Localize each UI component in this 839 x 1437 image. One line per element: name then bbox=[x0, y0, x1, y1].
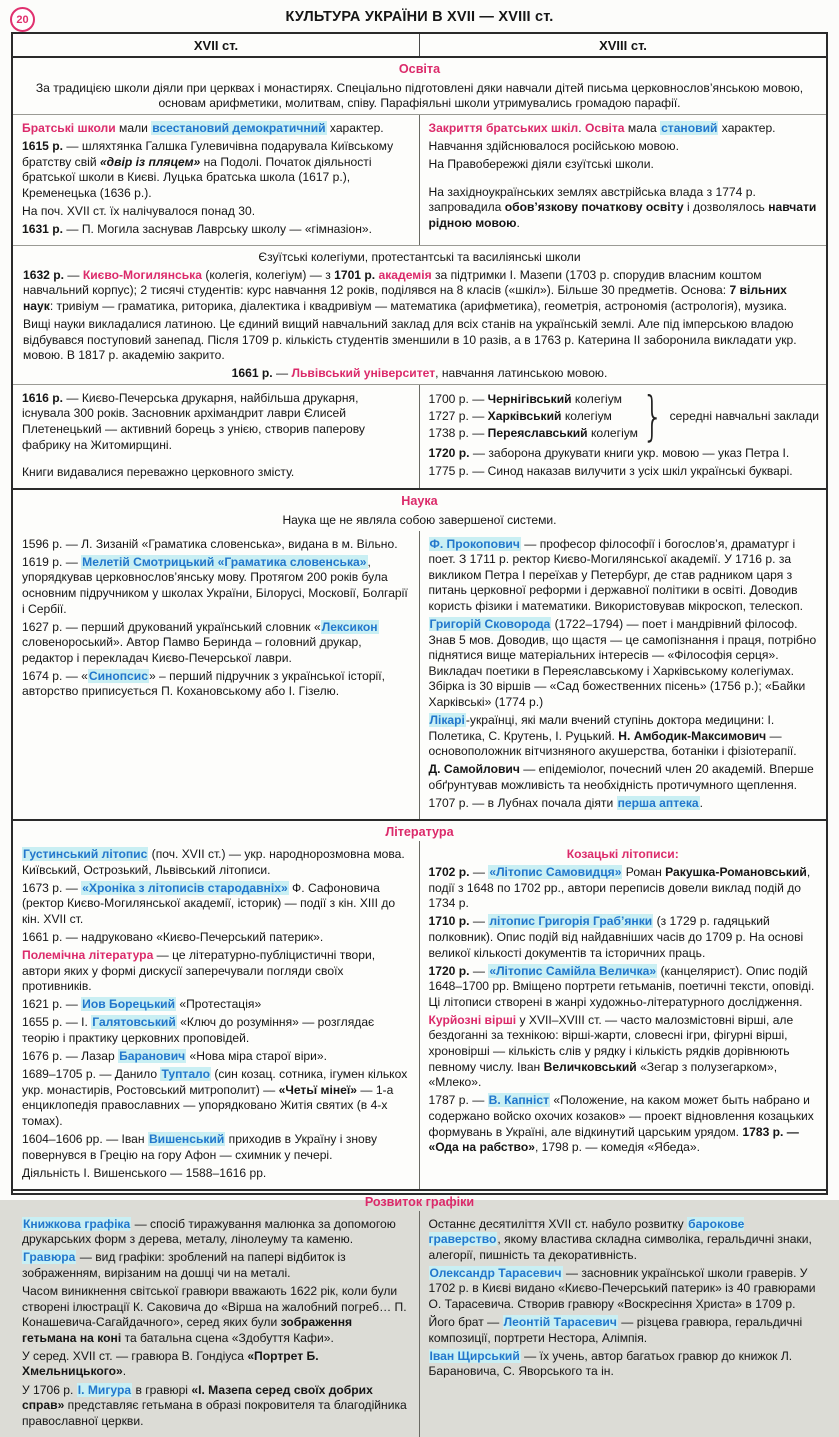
text-segment-p: «Протестація» bbox=[176, 997, 262, 1012]
text-segment-p: «Ключ до розуміння» — розглядає теорію і практику церковних проповідей. bbox=[22, 1015, 375, 1045]
text-segment-bl: «Хроніка з літописів стародавніх» bbox=[82, 880, 288, 895]
text-segment-bl: Вишенський bbox=[148, 1132, 225, 1147]
paragraph bbox=[23, 317, 816, 364]
text-segment-p: , 1798 р. — комедія «Ябеда». bbox=[534, 1140, 700, 1155]
text-segment-b: Чернігівський bbox=[487, 391, 572, 406]
text-segment-p: На Правобережжі діяли єзуїтські школи. bbox=[428, 157, 654, 172]
text-segment-p: Останнє десятиліття XVII ст. набуло розвитку bbox=[428, 1216, 688, 1231]
text-segment-bl: Мелетій Смотрицький «Граматика словенська» bbox=[82, 554, 367, 569]
text-segment-b: 1631 р. bbox=[22, 221, 64, 236]
page-title: КУЛЬТУРА УКРАЇНИ В XVII — XVIII ст. bbox=[285, 9, 554, 25]
section-header: Розвиток графіки bbox=[364, 1194, 475, 1209]
text-segment-p: представляє гетьмана в образі покровителя та благодійника православної церкви. bbox=[22, 1398, 407, 1428]
text-segment-p: 1673 р. — bbox=[22, 880, 82, 895]
paragraph bbox=[429, 762, 818, 793]
text-segment-p: словенороський». Автор Памво Беринда – головний друкар, редактор і перекладач Києво-Печерської лаври. bbox=[22, 635, 362, 665]
text-segment-bl: Лікарі bbox=[429, 713, 465, 728]
text-segment-b: 1701 р. bbox=[334, 267, 376, 282]
text-segment-p: На західноукраїнських землях австрійська влада з 1774 р. запровадила bbox=[428, 184, 756, 215]
text-segment-b: Н. Амбодик-Максимович bbox=[618, 728, 767, 743]
paragraph bbox=[22, 669, 410, 700]
text-segment-bl: Григорій Сковорода bbox=[429, 617, 551, 632]
paragraph bbox=[22, 537, 410, 553]
text-segment-p: приходив в Україну і знову повернувся в Грецію на гору Афон — схимник у печері. bbox=[22, 1132, 377, 1162]
text-segment-bl: Баранович bbox=[119, 1049, 186, 1064]
text-segment-p: колегіум bbox=[561, 408, 612, 423]
paragraph bbox=[429, 1315, 818, 1346]
text-segment-p: Роман bbox=[622, 865, 666, 880]
text-segment-b: Переяславський bbox=[487, 426, 588, 441]
text-segment-bl: Туптало bbox=[161, 1067, 210, 1082]
text-segment-p: 1674 р. — « bbox=[22, 668, 88, 683]
column-xviii bbox=[420, 115, 827, 245]
full-width-block bbox=[13, 513, 826, 529]
text-segment-bl: всестановий демократичний bbox=[152, 120, 326, 135]
paragraph bbox=[22, 847, 410, 878]
text-segment-p: 1619 р. — bbox=[22, 554, 82, 569]
paragraph bbox=[23, 366, 816, 382]
text-segment-bl: Ф. Прокопович bbox=[429, 536, 520, 551]
text-segment-bl: «Літопис Самійла Величка» bbox=[489, 963, 657, 978]
content-table bbox=[11, 32, 828, 1428]
table-header-row bbox=[13, 34, 826, 58]
text-segment-b: «Четьї мінеї» bbox=[278, 1082, 358, 1097]
text-segment-bl: «Літопис Самовидця» bbox=[489, 865, 622, 880]
text-segment-p: (канцелярист). Опис подій 1648–1700 рр. Вміщено портрети гетьманів, поетичні тексти, оповіді. Ці літописи створені в жанрі художньо-літературного дослідження. bbox=[428, 963, 815, 1009]
text-segment-bl: Іван Щирський bbox=[429, 1348, 520, 1363]
paragraph bbox=[22, 930, 410, 946]
paragraph bbox=[22, 391, 410, 453]
paragraph bbox=[429, 1093, 818, 1155]
text-segment-p: 1604–1606 рр. — Іван bbox=[22, 1132, 148, 1147]
brace-icon: } bbox=[641, 385, 664, 448]
text-segment-p: — bbox=[469, 865, 489, 880]
text-segment-p: Вищі науки викладалися латиною. Це єдиний вищий навчальний заклад для всіх станів на українській землі. Але під імперською владою відбувався поступовий занепад. Після 1709 р. кількість студентів зменшили в 10 разів, а в 1763 р. Катерина II заборонила викладати укр. мовою. В 1817 р. академію закрито. bbox=[23, 316, 797, 363]
full-width-block bbox=[13, 245, 826, 382]
text-segment-p: характер. bbox=[326, 120, 384, 135]
text-segment-p: Наука ще не являла собою завершеної системи. bbox=[282, 513, 557, 528]
two-column-block bbox=[13, 841, 826, 1188]
text-segment-p: і дозволялось bbox=[683, 200, 769, 215]
text-segment-p: — Києво-Печерська друкарня, найбільша друкарня, існувала 300 років. Засновник архімандрит лаври Єлисей Плетенецький — активний борець з унією, створив паперову фабрику на Житомирщині. bbox=[22, 390, 365, 452]
text-segment-b: 1783 р. — «Ода на рабство» bbox=[428, 1124, 799, 1155]
text-segment-p: — П. Могила заснував Лаврську школу — «гімназіон». bbox=[63, 221, 372, 236]
column-header-xvii: XVII ст. bbox=[13, 34, 420, 56]
text-segment-p: . bbox=[516, 215, 520, 230]
section-header: Література bbox=[385, 825, 454, 840]
list-item bbox=[429, 409, 638, 425]
column-header-xviii: XVIII ст. bbox=[599, 38, 647, 53]
text-segment-p: 1775 р. — Синод наказав вилучити з усіх шкіл українські букварі. bbox=[428, 463, 793, 478]
text-segment-p: та батальна сцена «Здобуття Кафи». bbox=[121, 1330, 334, 1345]
paragraph bbox=[22, 555, 410, 617]
text-segment-p: мала bbox=[624, 120, 661, 135]
text-segment-p: — вид графіки: зроблений на папері відбиток із зображенням, вирізаним на дошці чи на металі. bbox=[22, 1250, 346, 1280]
text-segment-b: «Портрет Б. Хмельницького» bbox=[22, 1348, 319, 1379]
paragraph bbox=[22, 222, 410, 238]
text-segment-bl: Гравюра bbox=[23, 1250, 76, 1265]
text-segment-b: Д. Самойлович bbox=[428, 762, 520, 777]
paragraph bbox=[429, 865, 818, 912]
text-segment-bl: Олександр Тарасевич bbox=[429, 1265, 562, 1280]
text-segment-p: — різцева гравюра, геральдичні композиції, портрети Нестора, Алімпія. bbox=[428, 1315, 803, 1345]
paragraph bbox=[22, 1132, 410, 1163]
section-osvita bbox=[13, 58, 826, 488]
text-segment-b: 1615 р. bbox=[22, 139, 64, 154]
text-segment-p: колегіум bbox=[587, 426, 638, 441]
section-literatura bbox=[13, 819, 826, 1189]
text-segment-p: . bbox=[699, 796, 703, 811]
text-segment-p: — заборона друкувати книги укр. мовою — указ Петра I. bbox=[469, 445, 790, 460]
text-segment-pk: Києво-Могилянська bbox=[82, 267, 202, 282]
text-segment-p: — їх учень, автор багатьох гравюр до книжок Л. Барановича, С. Яворського та ін. bbox=[428, 1348, 793, 1379]
paragraph bbox=[22, 139, 410, 201]
text-segment-b: Ракушка-Романовський bbox=[665, 865, 807, 880]
paragraph bbox=[429, 796, 818, 812]
text-segment-pk: Закриття братських шкіл bbox=[428, 120, 579, 135]
text-segment-p: 1738 р. — bbox=[428, 426, 488, 441]
text-segment-b: 1661 р. bbox=[231, 366, 273, 381]
text-segment-p: 1689–1705 р. — Данило bbox=[22, 1067, 161, 1082]
two-column-block bbox=[13, 384, 826, 488]
text-segment-p: — це літературно-публіцистичні твори, автори яких у формі дискусії заперечували погляди своїх противників. bbox=[22, 948, 376, 994]
text-segment-p: — bbox=[272, 366, 292, 381]
column-xvii bbox=[13, 841, 420, 1188]
text-segment-p: , якому властива складна символіка, геральдичні знаки, алегорії, пишність та декоративність. bbox=[428, 1232, 812, 1262]
text-segment-p: за підтримки І. Мазепи (1703 р. спорудив власним коштом навчальний корпус); 2 тисячі студентів: курс навчання 12 років, поділявся на 8 класів («шкіл»). Більше 30 предметів. Основа: bbox=[23, 267, 762, 298]
text-segment-p: Ф. Сафоновича (ректор Києво-Могилянської академії, історик) — події з кін. XIII до кін. XVII ст. bbox=[22, 880, 396, 926]
text-segment-p: 1700 р. — bbox=[428, 391, 488, 406]
text-segment-b: 1710 р. bbox=[428, 914, 470, 929]
text-segment-bl: Галятовський bbox=[92, 1015, 176, 1030]
paragraph bbox=[23, 250, 816, 266]
text-segment-p: , події з 1648 по 1702 рр., автори переписів довели виклад подій до 1734 р. bbox=[428, 865, 811, 911]
text-segment-p: — шляхтянка Галшка Гулевичівна подарувала Київському братству свій bbox=[22, 139, 394, 169]
table-body bbox=[13, 58, 826, 1437]
paragraph bbox=[22, 881, 410, 928]
text-segment-p: Його брат — bbox=[428, 1315, 503, 1330]
paragraph bbox=[22, 620, 410, 667]
text-segment-p: -українці, які мали вчений ступінь доктора медицини: І. Полетика, С. Крутень, І. Руцький. bbox=[428, 713, 775, 743]
text-segment-bl: барокове граверство bbox=[428, 1216, 745, 1247]
text-segment-p: 1621 р. — bbox=[22, 997, 82, 1012]
text-segment-p: 1787 р. — bbox=[428, 1093, 488, 1108]
paragraph bbox=[429, 1217, 818, 1264]
text-segment-b: 1616 р. bbox=[22, 390, 64, 405]
paragraph bbox=[23, 513, 816, 529]
two-column-block bbox=[13, 531, 826, 819]
text-segment-p: За традицією школи діяли при церквах і монастирях. Спеціально підготовлені дяки навчали дітей письма церковнослов’янською мовою, основам арифметики, молитвам, співу. Парафіяльні школи утримувались громадою парафії. bbox=[35, 80, 804, 111]
text-segment-b: Харківський bbox=[487, 408, 562, 423]
paragraph bbox=[22, 204, 410, 220]
text-segment-pk: Козацькі літописи: bbox=[566, 846, 679, 861]
list-item bbox=[429, 392, 638, 408]
text-segment-b: «І. Мазепа серед своїх добрих справ» bbox=[22, 1382, 373, 1413]
text-segment-p: — епідеміолог, почесний член 20 академій. Вперше обґрунтував можливість та необхідність протичумного щеплення. bbox=[428, 762, 814, 793]
paragraph bbox=[429, 121, 818, 137]
paragraph bbox=[22, 1015, 410, 1046]
section-hrafika bbox=[13, 1189, 826, 1437]
text-segment-p: — bbox=[469, 963, 489, 978]
text-segment-p: в гравюрі bbox=[132, 1382, 192, 1397]
text-segment-p: колегіум bbox=[571, 391, 622, 406]
paragraph bbox=[22, 948, 410, 995]
text-segment-bl: Лексикон bbox=[321, 619, 378, 634]
brace-items bbox=[429, 390, 638, 443]
brace-label: середні навчальні заклади bbox=[669, 408, 820, 423]
paragraph bbox=[429, 964, 818, 1011]
text-segment-p: — спосіб тиражування малюнка за допомогою друкарських форм з дерева, металу, лінолеуму та каменю. bbox=[22, 1216, 396, 1247]
text-segment-bl: Иов Борецький bbox=[82, 997, 176, 1012]
text-segment-b: обов’язкову початкову освіту bbox=[504, 200, 684, 215]
text-segment-p: 1661 р. — надруковано «Києво-Печерський патерик». bbox=[22, 929, 324, 944]
text-segment-b: 1702 р. bbox=[428, 865, 470, 880]
paragraph bbox=[429, 464, 818, 480]
text-segment-p: «Зегар з полузегарком», «Млеко». bbox=[428, 1059, 778, 1090]
column-xviii bbox=[420, 531, 827, 819]
paragraph bbox=[22, 1049, 410, 1065]
paragraph bbox=[22, 1349, 410, 1380]
text-segment-p: . bbox=[122, 1364, 127, 1379]
section-header: Наука bbox=[401, 494, 438, 509]
text-segment-p: (син козац. сотника, ігумен кількох укр. монастирів, Ростовський митрополит) — bbox=[22, 1067, 408, 1097]
text-segment-bl: Книжкова графіка bbox=[23, 1216, 131, 1231]
text-segment-p: Часом виникнення світської гравюри вважають 1622 рік, коли були створені ілюстрації К. Саковича до «Вірша на жалобний погреб… П. Конашевича-Сагайдачного», серед яких були bbox=[22, 1283, 407, 1330]
text-segment-p: «Нова міра старої віри». bbox=[186, 1049, 327, 1064]
text-segment-p: — професор філософії і богослов’я, драматург і поет. З 1711 р. ректор Києво-Могилянської академії. У 1716 р. за викликом Петра I переїхав у Петербург, де став радником царя з питань церковної реформи і державної політики в освіті. Доводив користь фізики і математики. Використовував мікроскоп, телескоп. bbox=[428, 536, 803, 613]
text-segment-p: У серед. XVII ст. — гравюра В. Гондіуса bbox=[22, 1348, 248, 1363]
paragraph bbox=[22, 1067, 410, 1129]
section-header: Освіта bbox=[398, 62, 441, 76]
text-segment-pk: Львівський університет bbox=[291, 366, 436, 381]
text-segment-p: — засновник української школи граверів. У 1702 р. в Києві видано «Києво-Печерський патерик» із 40 гравюрами О. Тарасевича. Створив гравюру «Воскресіння Христа» в 1709 р. bbox=[428, 1265, 816, 1312]
text-segment-pk: Братські школи bbox=[22, 120, 116, 135]
text-segment-p: Навчання здійснювалося російською мовою. bbox=[428, 139, 679, 154]
text-segment-p: . bbox=[578, 120, 585, 135]
text-segment-p: На поч. XVII ст. їх налічувалося понад 30. bbox=[22, 203, 256, 218]
column-xvii bbox=[13, 385, 420, 488]
text-segment-b: зображення гетьмана на коні bbox=[22, 1315, 353, 1345]
text-segment-bl: Леонтій Тарасевич bbox=[503, 1315, 617, 1330]
brace-group bbox=[428, 385, 820, 448]
text-segment-p: 1707 р. — в Лубнах почала діяти bbox=[428, 796, 617, 811]
text-segment-bl: Синопсис bbox=[88, 668, 148, 683]
text-segment-bl: В. Капніст bbox=[488, 1093, 549, 1108]
text-segment-p: 1627 р. — перший друкований український словник « bbox=[22, 619, 321, 634]
paragraph bbox=[429, 446, 818, 462]
paragraph bbox=[22, 1166, 410, 1182]
paragraph bbox=[429, 914, 818, 961]
text-segment-p: 1596 р. — Л. Зизаній «Граматика словенська», видана в м. Вільно. bbox=[22, 536, 398, 551]
text-segment-p: » – перший підручник з української історії, авторство приписується П. Кохановському або І. Гізелю. bbox=[22, 668, 385, 699]
text-segment-b: 1720 р. bbox=[428, 963, 470, 978]
paragraph bbox=[429, 157, 818, 173]
paragraph bbox=[429, 537, 818, 615]
paragraph bbox=[22, 1284, 410, 1346]
paragraph bbox=[22, 121, 410, 137]
page-number-badge: 20 bbox=[10, 7, 35, 32]
column-xvii bbox=[13, 115, 420, 245]
text-segment-bi: «двір із пляцем» bbox=[99, 154, 201, 169]
column-xviii bbox=[420, 841, 827, 1188]
paragraph bbox=[429, 847, 818, 863]
text-segment-pk: академія bbox=[378, 267, 432, 282]
text-segment-bl: становий bbox=[661, 120, 718, 135]
paragraph bbox=[429, 713, 818, 760]
text-segment-bl: І. Мигура bbox=[77, 1382, 132, 1397]
column-xvii bbox=[13, 1211, 420, 1437]
text-segment-bl: перша аптека bbox=[617, 796, 699, 811]
text-segment-bl: літопис Григорія Граб’янки bbox=[489, 914, 653, 929]
paragraph bbox=[22, 1250, 410, 1281]
text-segment-bl: Густинський літопис bbox=[23, 846, 148, 861]
text-segment-p: на Подолі. Початок діяльності братської школи в Києві. Луцька братська школа (1617 р.), Кременецька (1636 р.). bbox=[22, 154, 372, 200]
list-item bbox=[429, 426, 638, 442]
text-segment-b: 1720 р. bbox=[428, 445, 470, 460]
text-segment-b: 1632 р. bbox=[23, 267, 65, 282]
text-segment-b: 7 вільних наук bbox=[23, 283, 787, 313]
paragraph bbox=[429, 1013, 818, 1091]
full-width-block bbox=[13, 81, 826, 112]
paragraph bbox=[22, 1217, 410, 1248]
text-segment-p: (з 1729 р. гадяцький полковник). Опис подій від найдавніших часів до 1709 р. На основі великої кількості документів та історичних праць. bbox=[428, 914, 804, 960]
paragraph bbox=[429, 1349, 818, 1380]
paragraph bbox=[23, 81, 816, 112]
text-segment-p: 1727 р. — bbox=[428, 408, 488, 423]
paragraph bbox=[22, 997, 410, 1013]
text-segment-p: Діяльність І. Вишенського — 1588–1616 рр. bbox=[22, 1165, 267, 1180]
text-segment-p: «Положение, на каком может быть набрано и содержано войско охочих козаков» — проект відновлення козацьких формувань в Україні, але відкинутий царським урядом. bbox=[428, 1093, 814, 1139]
text-segment-p: — bbox=[64, 267, 83, 282]
text-segment-p: (поч. XVII ст.) — укр. народнорозмовна мова. Київський, Острозький, Львівський літописи. bbox=[22, 846, 405, 877]
text-segment-b: Величковський bbox=[543, 1059, 637, 1074]
text-segment-pk: Курйозні вірші bbox=[428, 1012, 517, 1027]
text-segment-p: Книги видавалися переважно церковного змісту. bbox=[22, 465, 295, 480]
text-segment-p: мали bbox=[115, 120, 152, 135]
text-segment-pk: Полемічна література bbox=[22, 948, 154, 963]
two-column-block bbox=[13, 1211, 826, 1437]
text-segment-p: У 1706 р. bbox=[22, 1382, 77, 1397]
paragraph bbox=[429, 1266, 818, 1313]
paragraph bbox=[22, 1383, 410, 1430]
paragraph bbox=[429, 185, 818, 232]
text-segment-b: навчати рідною мовою bbox=[428, 200, 817, 230]
text-segment-p: Єзуїтські колегіуми, протестантські та василіянські школи bbox=[258, 249, 581, 264]
paragraph bbox=[429, 617, 818, 711]
text-segment-p: характер. bbox=[718, 120, 776, 135]
text-segment-p: у XVII–XVIII ст. — часто малозмістовні вірші, але бездоганні за технікою: вірші-жарти, словесні ігри, фігурні вірші, хроновірші — кількість слів у рядку і кількість рядків дорівнюють певному числу. Іван bbox=[428, 1012, 794, 1074]
text-segment-p: , навчання латинською мовою. bbox=[435, 366, 608, 381]
text-segment-p: — 1-а енциклопедія православних — упорядковано Житія святих (в 4-х томах). bbox=[22, 1082, 394, 1128]
text-segment-p: — основоположник вітчизняного акушерства, ботаніки і фізіотерапії. bbox=[428, 728, 797, 759]
paragraph bbox=[23, 268, 816, 315]
text-segment-pk: Освіта bbox=[584, 120, 625, 135]
column-xviii bbox=[420, 385, 827, 488]
paragraph bbox=[22, 465, 410, 481]
section-nauka bbox=[13, 488, 826, 819]
column-xviii bbox=[420, 1211, 827, 1437]
text-segment-p: , упорядкував церковнослов’янську мову. Протягом 200 років була основним підручником у школах України, Білорусі, Московії, Болгарії і Сербії. bbox=[22, 554, 408, 616]
text-segment-p: 1676 р. — Лазар bbox=[22, 1049, 119, 1064]
column-xvii bbox=[13, 531, 420, 819]
text-segment-p: (1722–1794) — поет і мандрівний філософ. Знав 5 мов. Доводив, що щастя — це самопізнання і праця, потрібно піднятися вище матеріальних інтересів — «Філософія серця». Викладач поетики в Переяславському і Харківському колегіумах. Збірка із 30 віршів — «Сад божественних пісень» (1756 р.); «Байки Харківські» (1774 р.) bbox=[428, 617, 817, 710]
two-column-block bbox=[13, 114, 826, 245]
text-segment-p: : тривіум — граматика, риторика, діалектика і квадривіум — математика (арифметика), геометрія, астрономія (астрологія), музика. bbox=[49, 298, 787, 313]
text-segment-p: — bbox=[469, 914, 489, 929]
paragraph bbox=[429, 139, 818, 155]
text-segment-p: (колегія, колегіум) — з bbox=[201, 267, 335, 282]
text-segment-p: 1655 р. — І. bbox=[22, 1015, 92, 1030]
